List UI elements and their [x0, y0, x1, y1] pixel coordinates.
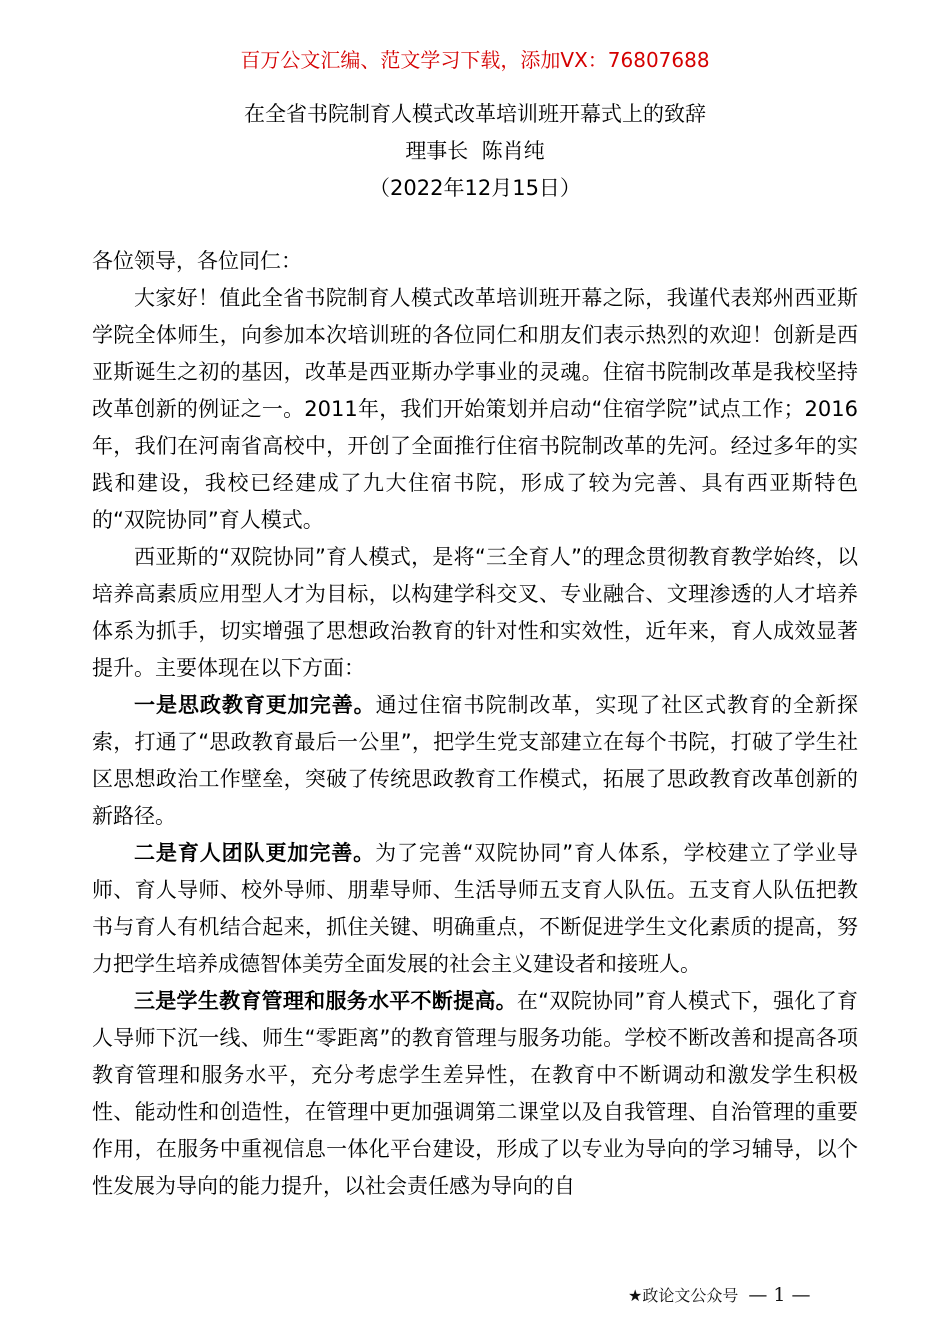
- page-number: — 1 —: [748, 1284, 811, 1306]
- paragraph-3-text: 通过住宿书院制改革，实现了社区式教育的全新探索，打通了“思政教育最后一公里”，把学生党支部建立在每个书院，打破了学生社区思想政治工作壁垒，突破了传统思政教育工作模式，拓展了思政教育改革创新的新路径。: [92, 693, 858, 828]
- paragraph-1: 大家好！值此全省书院制育人模式改革培训班开幕之际，我谨代表郑州西亚斯学院全体师生，向参加本次培训班的各位同仁和朋友们表示热烈的欢迎！创新是西亚斯诞生之初的基因，改革是西亚斯办学事业的灵魂。住宿书院制改革是我校坚持改革创新的例证之一。2011年，我们开始策划并启动“住宿学院”试点工作；2016年，我们在河南省高校中，开创了全面推行住宿书院制改革的先河。经过多年的实践和建设，我校已经建成了九大住宿书院，形成了较为完善、具有西亚斯特色的“双院协同”育人模式。: [92, 286, 858, 532]
- paragraph-3-heading: 一是思政教育更加完善。: [134, 693, 376, 717]
- paragraph-4: [92, 835, 858, 983]
- paragraph-5-text: 在“双院协同”育人模式下，强化了育人导师下沉一线、师生“零距离”的教育管理与服务功能。学校不断改善和提高各项教育管理和服务水平，充分考虑学生差异性，在教育中不断调动和激发学生积极性、能动性和创造性，在管理中更加强调第二课堂以及自我管理、自治管理的重要作用，在服务中重视信息一体化平台建设，形成了以专业为导向的学习辅导，以个性发展为导向的能力提升，以社会责任感为导向的自: [92, 989, 858, 1198]
- paragraph-4-heading: 二是育人团队更加完善。: [134, 841, 376, 865]
- paragraph-5-heading: 三是学生教育管理和服务水平不断提高。: [134, 989, 517, 1013]
- paragraph-4-text: 为了完善“双院协同”育人体系，学校建立了学业导师、育人导师、校外导师、朋辈导师、生活导师五支育人队伍。五支育人队伍把教书与育人有机结合起来，抓住关键、明确重点，不断促进学生文化素质的提高，努力把学生培养成德智体美劳全面发展的社会主义建设者和接班人。: [92, 841, 858, 976]
- document-title: 在全省书院制育人模式改革培训班开幕式上的致辞: [244, 102, 706, 126]
- date-line: （2022年12月15日）: [369, 176, 581, 200]
- document-body: [92, 243, 858, 1205]
- speaker-line: 理事长 陈肖纯: [405, 139, 545, 163]
- paragraph-3: [92, 687, 858, 835]
- footer-source: ★政论文公众号: [628, 1286, 739, 1305]
- watermark-banner: 百万公文汇编、范文学习下载，添加VX：76807688: [240, 48, 710, 72]
- title-block: [0, 96, 950, 207]
- paragraph-2: 西亚斯的“双院协同”育人模式，是将“三全育人”的理念贯彻教育教学始终，以培养高素质应用型人才为目标，以构建学科交叉、专业融合、文理渗透的人才培养体系为抓手，切实增强了思想政治教育的针对性和实效性，近年来，育人成效显著提升。主要体现在以下方面：: [92, 545, 858, 680]
- salutation: 各位领导，各位同仁：: [92, 249, 302, 273]
- paragraph-5: [92, 983, 858, 1205]
- page-footer: [628, 1282, 811, 1309]
